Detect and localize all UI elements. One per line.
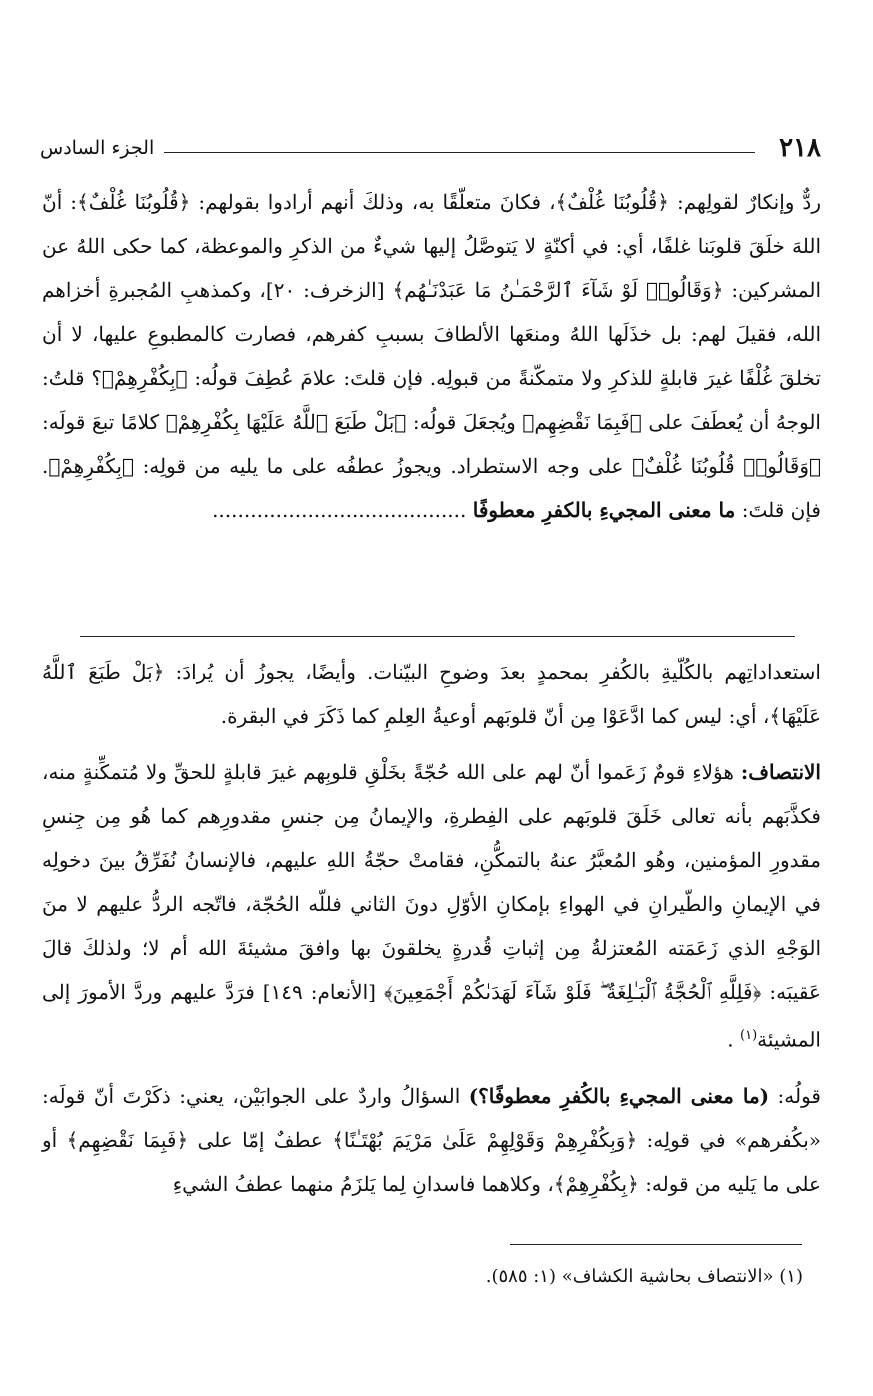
page-number: ٢١٨ — [779, 133, 821, 163]
header-rule — [164, 152, 755, 153]
intisaf-text: هؤلاءِ قومٌ زَعَموا أنّ لهم على الله حُجّةً بخَلْقِ قلوبِهم غيرَ قابلةٍ للحقِّ ولا مُتمكِّنةٍ منه، فكذَّبَهم بأنه تعالى خَلَقَ قلوبَهم على الفِطرةِ، والإيمانُ مِن جنسِ مقدورِهم كما هُو مِن جِنسِ مقدورِ المؤمنين، وهُو المُعبَّرُ عنهُ بالتمكُّنِ، فقامتْ حجّةُ اللهِ عليهم، فالإنسانُ نُفَرِّقُ بينَ دخولِه في الإيمانِ والطّيرانِ في الهواءِ بإمكانِ الأوّلِ دونَ الثاني فللّه الحُجّة، فاتّجه الردُّ عليهم لا منَ الوَجْهِ الذي زَعَمَته المُعتزلةُ مِن إثباتِ قُدرةٍ يخلقونَ بها وافقَ مشيئةَ الله أم لا؛ ولذلكَ قالَ عَقيبَه: ﴿فَلِلَّهِ ٱلْحُجَّةُ ٱلْبَـٰلِغَةُ ۖ فَلَوْ شَآءَ لَهَدَىٰكُمْ أَجْمَعِينَ﴾ [الأنعام: ١٤٩] فرَدَّ عليهم وردَّ الأمورَ إلى المشيئة — [42, 760, 821, 1052]
running-title: الجزء السادس — [40, 137, 155, 159]
commentary-paragraph-2 — [42, 750, 821, 1062]
intisaf-end: . — [727, 1027, 740, 1052]
footnote-reference: (١) — [740, 1028, 758, 1043]
main-paragraph — [42, 180, 821, 532]
footnote: (١) «الانتصاف بحاشية الكشاف» (١: ٥٨٥). — [485, 1266, 803, 1287]
main-paragraph-text: ردٌّ وإنكارٌ لقولِهم: ﴿قُلُوبُنَا غُلْفٌ﴾، فكانَ متعلّقًا به، وذلكَ أنهم أرادوا بقولهم: ﴿قُلُوبُنَا غُلْفٌ﴾: أنّ اللهَ خلَقَ قلوبَنا غلفًا، أي: في أكنّةٍ لا يَتوصَّلُ إليها شيءٌ من الذكرِ والموعظة، كما حكى اللهُ عن المشركين: ﴿وَقَالُوا۟ لَوْ شَآءَ ٱلرَّحْمَـٰنُ مَا عَبَدْنَـٰهُم﴾ [الزخرف: ٢٠]، وكمذهبِ المُجبرةِ أخزاهم الله، فقيلَ لهم: بل خذَلَها اللهُ ومنعَها الألطافَ بسببِ كفرهم، فصارت كالمطبوعِ عليها، لا أن تخلقَ غُلْفًا غيرَ قابلةٍ للذكرِ ولا متمكّنةً من قبولِه. فإن قلتَ: علامَ عُطِفَ قولُه: ﴿بِكُفْرِهِمْ﴾؟ قلتُ: الوجهُ أن يُعطَفَ على ﴿فَبِمَا نَقْضِهِم﴾ ويُجعَلَ قولُه: ﴿بَلْ طَبَعَ ٱللَّهُ عَلَيْهَا بِكُفْرِهِمْ﴾ كلامًا تبعَ قولَه: ﴿وَقَالُوا۟ قُلُوبُنَا غُلْفٌ﴾ على وجه الاستطراد. ويجوزُ عطفُه على ما يليه من قولِه: ﴿بِكُفْرِهِمْ﴾. فإن قلتَ: — [42, 190, 822, 522]
para3-text: السؤالُ واردٌ على الجوابَيْن، يعني: ذكَرْتَ أنّ قولَه: «بكُفرهم» في قولِه: ﴿وَبِكُفْرِهِمْ وَقَوْلِهِمْ عَلَىٰ مَرْيَمَ بُهْتَـٰنًا﴾ عطفٌ إمّا على ﴿فَبِمَا نَقْضِهِم﴾ أو على ما يَليه من قوله: ﴿بِكُفْرِهِمْ﴾، وكلاهما فاسدانِ لِما يَلزَمُ منهما عطفُ الشيءِ — [42, 1083, 821, 1196]
main-trailing-question: ما معنى المجيءِ بالكفرِ معطوفًا — [472, 498, 736, 522]
commentary-section — [42, 650, 821, 1206]
para3-lead: قولُه: — [769, 1083, 821, 1108]
para3-question: (ما معنى المجيءِ بالكُفرِ معطوفًا؟) — [468, 1083, 770, 1108]
section-divider — [80, 636, 795, 637]
main-text — [42, 180, 821, 532]
commentary-paragraph-1: استعداداتِهم بالكُلّيةِ بالكُفرِ بمحمدٍ بعدَ وضوحِ البيّنات. وأيضًا، يجوزُ أن يُرادَ: ﴿بَلْ طَبَعَ ٱللَّهُ عَلَيْهَا﴾، أي: ليس كما ادَّعَوْا مِن أنّ قلوبَهم أوعيةُ العِلمِ كما ذَكَرَ في البقرة. — [42, 660, 821, 728]
footnote-rule — [510, 1244, 802, 1245]
intisaf-label: الانتصاف: — [740, 760, 821, 784]
main-trailing-dots: ........................................ — [212, 498, 473, 522]
page-header — [40, 128, 821, 168]
commentary-paragraph-3 — [42, 1074, 821, 1206]
